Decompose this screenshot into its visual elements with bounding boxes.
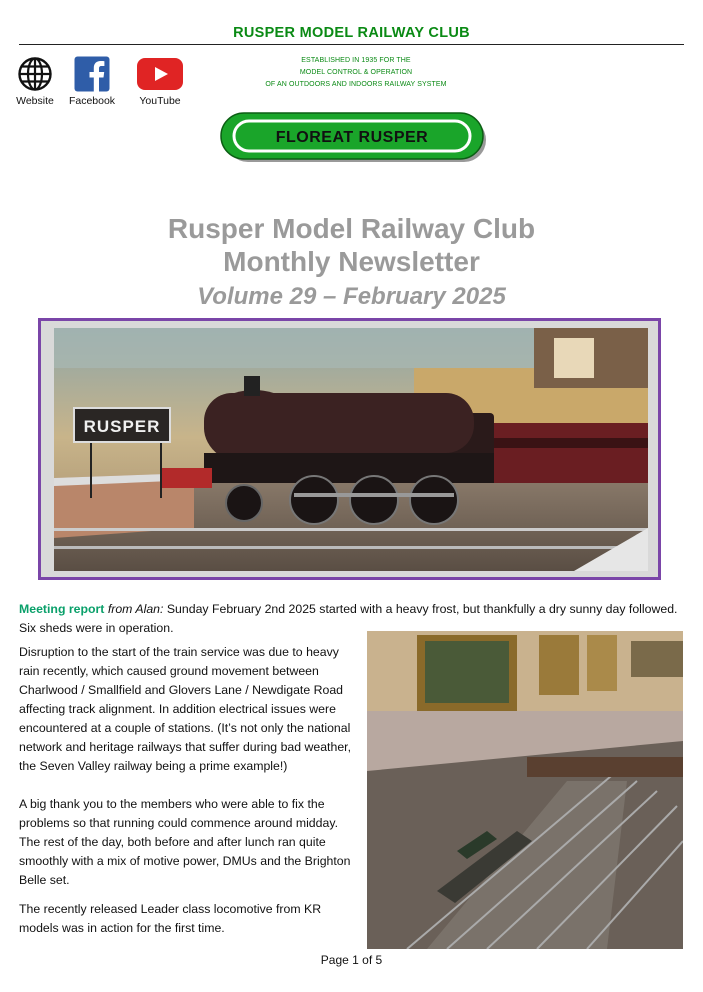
youtube-link[interactable] xyxy=(130,56,190,107)
globe-icon xyxy=(17,56,53,92)
hero-image-frame xyxy=(38,318,661,580)
established-line: OF AN OUTDOORS AND INDOORS RAILWAY SYSTEM xyxy=(265,81,447,88)
established-line: MODEL CONTROL & OPERATION xyxy=(299,69,413,76)
article-heading: Meeting report xyxy=(19,602,105,616)
hero-locomotive-image xyxy=(54,328,648,571)
motto-text: FLOREAT RUSPER xyxy=(275,129,429,146)
established-line: ESTABLISHED IN 1935 FOR THE xyxy=(301,57,411,64)
established-statement xyxy=(250,55,462,91)
website-link[interactable] xyxy=(5,56,65,107)
article-paragraph: A big thank you to the members who were able to fix the problems so that running could commence around midday. The rest of the day, both before and after lunch ran quite smoothly with a mix of motive power, DMUs and the Brighton Belle set. xyxy=(19,797,351,887)
article-intro-text: Sunday February 2nd 2025 started with a heavy frost, but thankfully a dry sunny day followed. Six sheds were in operation. xyxy=(19,602,678,635)
facebook-icon xyxy=(74,56,110,92)
layout-photo xyxy=(367,631,683,949)
newsletter-title: Rusper Model Railway Club xyxy=(167,213,536,244)
facebook-link[interactable] xyxy=(62,56,122,107)
article-paragraph: Disruption to the start of the train service was due to heavy rain recently, which caused ground movement between Charlwood / Smallfield and Glovers Lane / Newdigate Road affecting track alignment. In addition electrical issues were encountered at a couple of stations. (It’s not only the national network and heritage railways that suffer during bad weather, the Seven Valley railway being a prime example!) xyxy=(19,645,351,773)
newsletter-subtitle: Monthly Newsletter xyxy=(223,246,480,277)
article-author: from Alan: xyxy=(107,602,164,616)
youtube-icon xyxy=(136,56,184,92)
article-paragraph: The recently released Leader class locomotive from KR models was in action for the first time. xyxy=(19,902,322,935)
website-label: Website xyxy=(16,95,54,107)
station-sign-text: RUSPER xyxy=(83,417,161,436)
motto-badge xyxy=(220,112,488,164)
newsletter-volume: Volume 29 – February 2025 xyxy=(197,283,506,310)
youtube-label: YouTube xyxy=(139,95,181,107)
header-divider xyxy=(19,44,684,45)
club-name-header: RUSPER MODEL RAILWAY CLUB xyxy=(233,25,470,41)
page-number: Page 1 of 5 xyxy=(320,953,383,967)
facebook-label: Facebook xyxy=(68,95,116,107)
